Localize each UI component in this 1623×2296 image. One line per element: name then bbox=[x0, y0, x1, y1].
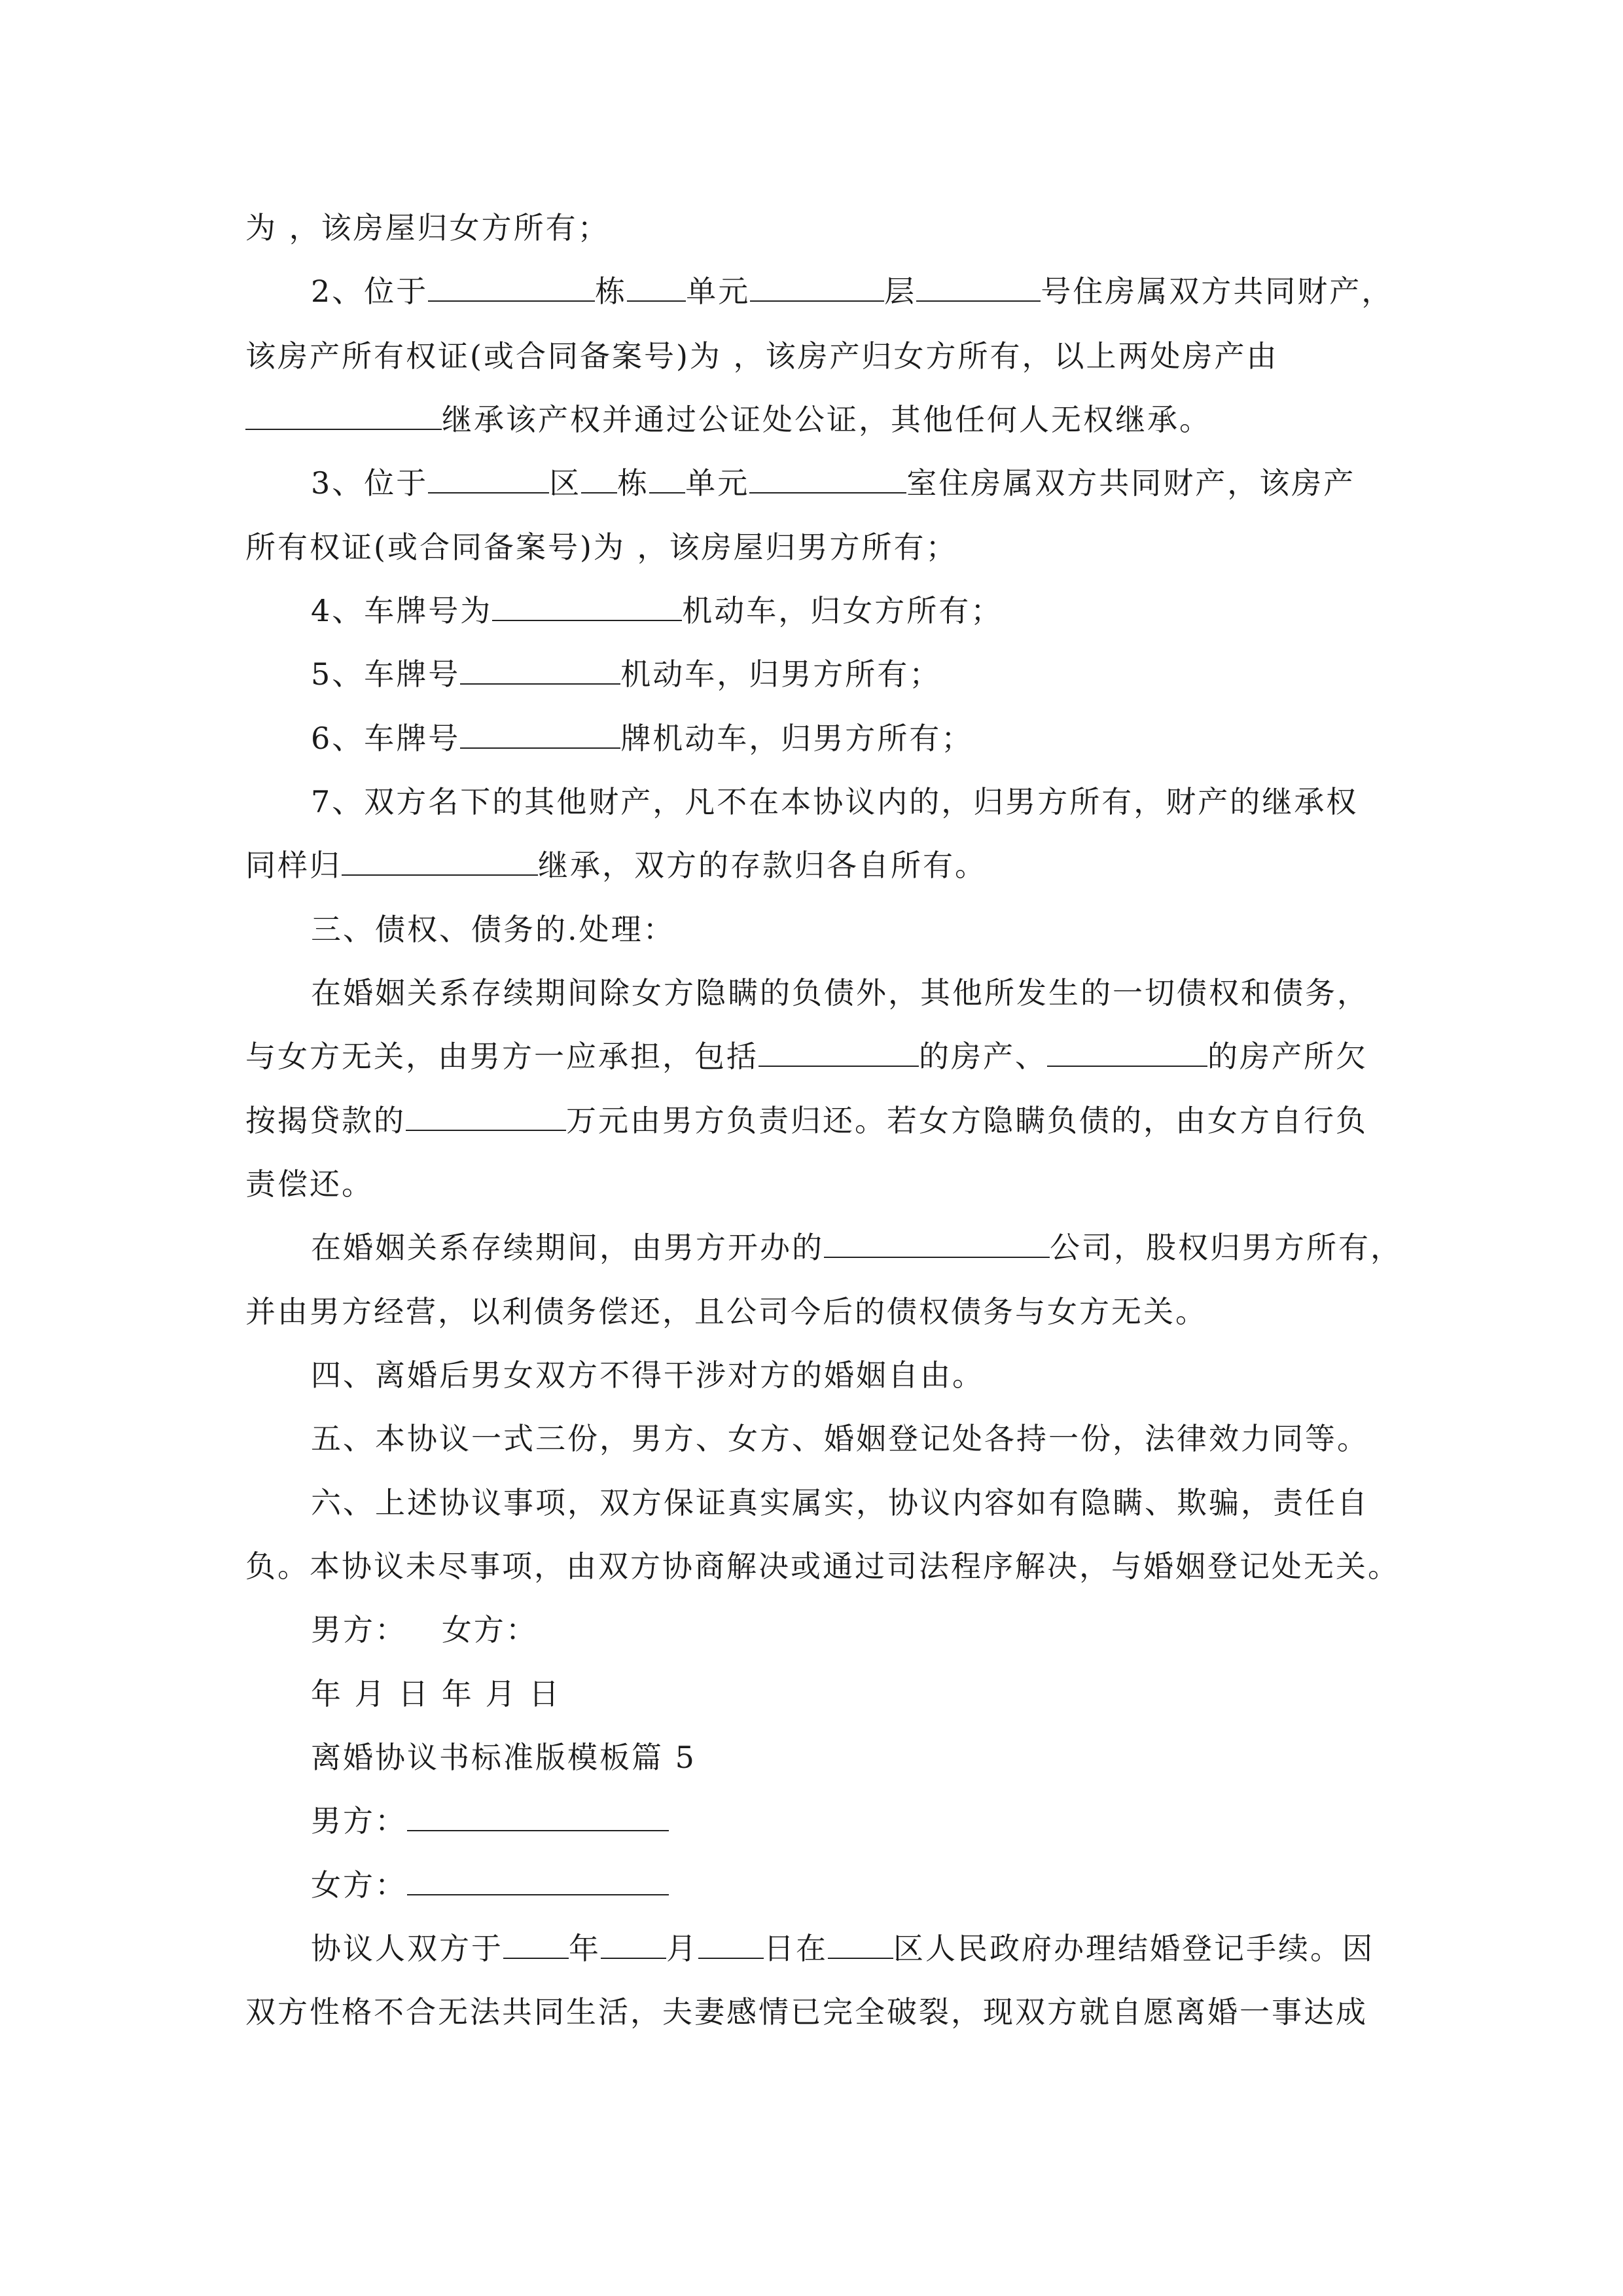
blank-field bbox=[581, 465, 617, 493]
blank-field bbox=[428, 465, 549, 493]
blank-field bbox=[758, 1038, 919, 1067]
signature-labels: 男方： 女方： bbox=[311, 1612, 538, 1647]
blank-field bbox=[492, 592, 682, 621]
text-line: 4、车牌号为 机动车，归女方所有； bbox=[311, 593, 1003, 628]
blank-field bbox=[749, 465, 906, 493]
section-heading: 六、上述协议事项，双方保证真实属实，协议内容如有隐瞒、欺骗，责任自 bbox=[311, 1485, 1369, 1520]
blank-field bbox=[460, 656, 620, 685]
text-line: 7、双方名下的其他财产，凡不在本协议内的，归男方所有，财产的继承权 bbox=[311, 784, 1359, 819]
text-line: 5、车牌号 机动车，归男方所有； bbox=[311, 656, 942, 692]
blank-field bbox=[828, 1930, 893, 1959]
blank-field bbox=[245, 401, 442, 430]
text-line: 协议人双方于 年 月 日在 区人民政府办理结婚登记手续。因 bbox=[311, 1931, 1374, 1966]
section-heading: 五、本协议一式三份，男方、女方、婚姻登记处各持一份，法律效力同等。 bbox=[311, 1421, 1369, 1456]
blank-field bbox=[460, 720, 620, 749]
blank-field bbox=[698, 1930, 764, 1959]
blank-field bbox=[407, 1803, 669, 1831]
text-line: 在婚姻关系存续期间，由男方开办的 公司，股权归男方所有， bbox=[311, 1230, 1402, 1265]
text-line: 并由男方经营，以利债务偿还，且公司今后的债权债务与女方无关。 bbox=[245, 1294, 1207, 1329]
text-line: 在婚姻关系存续期间除女方隐瞒的负债外，其他所发生的一切债权和债务， bbox=[311, 975, 1369, 1011]
text-line: 负。本协议未尽事项，由双方协商解决或通过司法程序解决，与婚姻登记处无关。 bbox=[245, 1549, 1400, 1584]
blank-field bbox=[406, 1102, 566, 1131]
text-line: 6、车牌号 牌机动车，归男方所有； bbox=[311, 721, 974, 756]
text-line: 双方性格不合无法共同生活，夫妻感情已完全破裂，现双方就自愿离婚一事达成 bbox=[245, 1994, 1368, 2030]
text-line: 3、位于 区 栋 单元 室住房属双方共同财产，该房产 bbox=[311, 465, 1356, 501]
text-line: 为 ，该房屋归女方所有； bbox=[245, 210, 610, 245]
blank-field bbox=[342, 847, 538, 876]
wife-field: 女方： bbox=[311, 1865, 1397, 1905]
blank-field bbox=[1047, 1038, 1207, 1067]
blank-field bbox=[649, 465, 685, 493]
section-heading: 三、债权、债务的.处理： bbox=[311, 912, 675, 947]
blank-field bbox=[627, 273, 686, 302]
blank-field bbox=[824, 1229, 1050, 1258]
document-title: 离婚协议书标准版模板篇 5 bbox=[311, 1740, 696, 1775]
text-line: 继承该产权并通过公证处公证，其他任何人无权继承。 bbox=[245, 400, 1397, 439]
blank-field bbox=[916, 273, 1041, 302]
blank-field bbox=[428, 273, 595, 302]
text-line: 2、位于 栋 单元 层 号住房属双方共同财产， bbox=[311, 274, 1394, 309]
text-line: 责偿还。 bbox=[245, 1166, 374, 1202]
husband-field: 男方： bbox=[311, 1801, 1397, 1840]
blank-field bbox=[503, 1930, 569, 1959]
date-line: 年 月 日 年 月 日 bbox=[311, 1676, 562, 1712]
blank-field bbox=[407, 1867, 669, 1895]
blank-field bbox=[750, 273, 884, 302]
blank-field bbox=[601, 1930, 666, 1959]
text-line: 同样归 继承，双方的存款归各自所有。 bbox=[245, 848, 987, 883]
text-line: 按揭贷款的 万元由男方负责归还。若女方隐瞒负债的，由女方自行负 bbox=[245, 1103, 1368, 1138]
text-line: 该房产所有权证(或合同备案号)为 ，该房产归女方所有，以上两处房产由 bbox=[245, 338, 1279, 374]
text-line: 与女方无关，由男方一应承担，包括 的房产、 的房产所欠 bbox=[245, 1039, 1368, 1074]
section-heading: 四、离婚后男女双方不得干涉对方的婚姻自由。 bbox=[311, 1357, 984, 1393]
text-line: 所有权证(或合同备案号)为 ，该房屋归男方所有； bbox=[245, 529, 958, 565]
